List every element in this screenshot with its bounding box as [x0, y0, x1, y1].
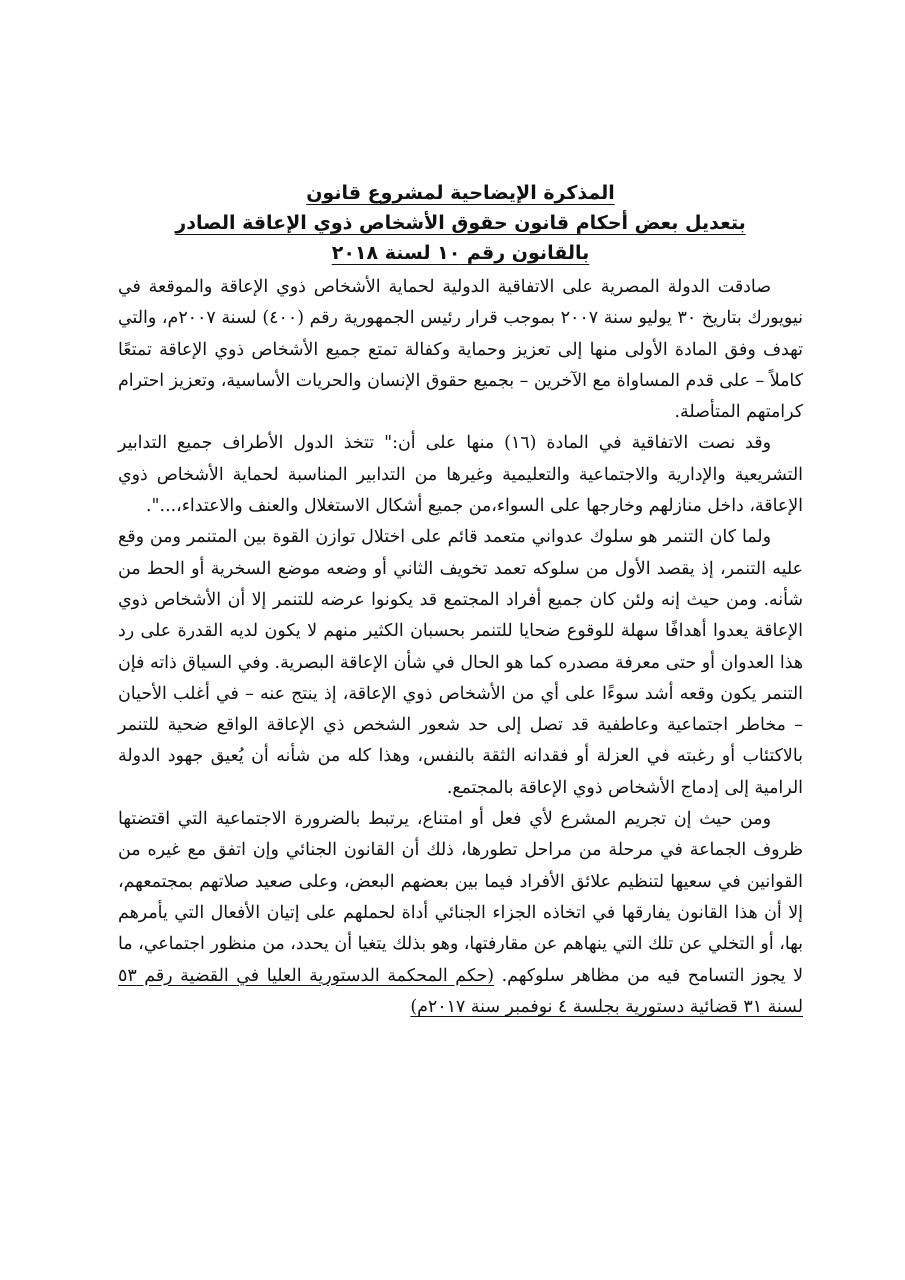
- memo-title: [118, 178, 803, 268]
- paragraph-ratification: صادقت الدولة المصرية على الاتفاقية الدولية لحماية الأشخاص ذوي الإعاقة والموقعة في نيويورك بتاريخ ٣٠ يوليو سنة ٢٠٠٧ بموجب قرار رئيس الجمهورية رقم (٤٠٠) لسنة ٢٠٠٧م، والتي تهدف وفق المادة الأولى منها إلى تعزيز وحماية وكفالة تمتع جميع الأشخاص ذوي الإعاقة تمتعًا كاملاً – على قدم المساواة مع الآخرين – بجميع حقوق الإنسان والحريات الأساسية، وتعزيز احترام كرامتهم المتأصلة.: [118, 277, 803, 423]
- paragraph-criminalization: [118, 804, 803, 1023]
- title-line-3: بالقانون رقم ١٠ لسنة ٢٠١٨: [331, 242, 590, 264]
- court-ruling-citation: (حكم المحكمة الدستورية العليا في القضية رقم ٥٣ لسنة ٣١ قضائية دستورية بجلسة ٤ نوفمبر سنة ٢٠١٧م): [118, 965, 803, 1017]
- paragraph-criminalization-text: ومن حيث إن تجريم المشرع لأي فعل أو امتناع، يرتبط بالضرورة الاجتماعية التي اقتضتها ظروف الجماعة في مرحلة من مراحل تطورها، ذلك أن القانون الجنائي وإن اتفق مع غيره من القوانين في سعيها لتنظيم علائق الأفراد فيما بين بعضهم البعض، وعلى صعيد صلاتهم بمجتمعهم، إلا أن هذا القانون يفارقها في اتخاذه الجزاء الجنائي أداة لحملهم على إتيان الأفعال التي يأمرهم بها، أو التخلي عن تلك التي ينهاهم عن مقارفتها، وهو بذلك يتغيا أن يحدد، من منظور اجتماعي، ما لا يجوز التسامح فيه من مظاهر سلوكهم.: [118, 809, 804, 986]
- memo-body: [118, 272, 803, 1023]
- paragraph-bullying: ولما كان التنمر هو سلوك عدواني متعمد قائم على اختلال توازن القوة بين المتنمر ومن وقع عليه التنمر، إذ يقصد الأول من سلوكه تعمد تخويف الثاني أو وضعه موضع السخرية أو الحط من شأنه. ومن حيث إنه ولئن كان جميع أفراد المجتمع قد يكونوا عرضه للتنمر إلا أن الأشخاص ذوي الإعاقة يعدوا أهدافًا سهلة للوقوع ضحايا للتنمر بحسبان الكثير منهم لا يكون لديه القدرة على رد هذا العدوان أو حتى معرفة مصدره كما هو الحال في شأن الإعاقة البصرية. وفي السياق ذاته فإن التنمر يكون وقعه أشد سوءًا على أي من الأشخاص ذوي الإعاقة، إذ ينتج عنه – في أغلب الأحيان – مخاطر اجتماعية وعاطفية قد تصل إلى حد شعور الشخص ذي الإعاقة الواقع ضحية للتنمر بالاكتئاب أو رغبته في العزلة أو فقدانه الثقة بالنفس، وهذا كله من شأنه أن يُعيق جهود الدولة الرامية إلى إدماج الأشخاص ذوي الإعاقة بالمجتمع.: [118, 527, 803, 798]
- title-line-2: بتعديل بعض أحكام قانون حقوق الأشخاص ذوي الإعاقة الصادر: [175, 212, 746, 234]
- title-line-1: المذكرة الإيضاحية لمشروع قانون: [306, 182, 615, 204]
- paragraph-article-16: وقد نصت الاتفاقية في المادة (١٦) منها على أن:" تتخذ الدول الأطراف جميع التدابير التشريعية والإدارية والاجتماعية والتعليمية وغيرها من التدابير المناسبة لحماية الأشخاص ذوي الإعاقة، داخل منازلهم وخارجها على السواء،من جميع أشكال الاستغلال والعنف والاعتداء،...".: [118, 433, 803, 517]
